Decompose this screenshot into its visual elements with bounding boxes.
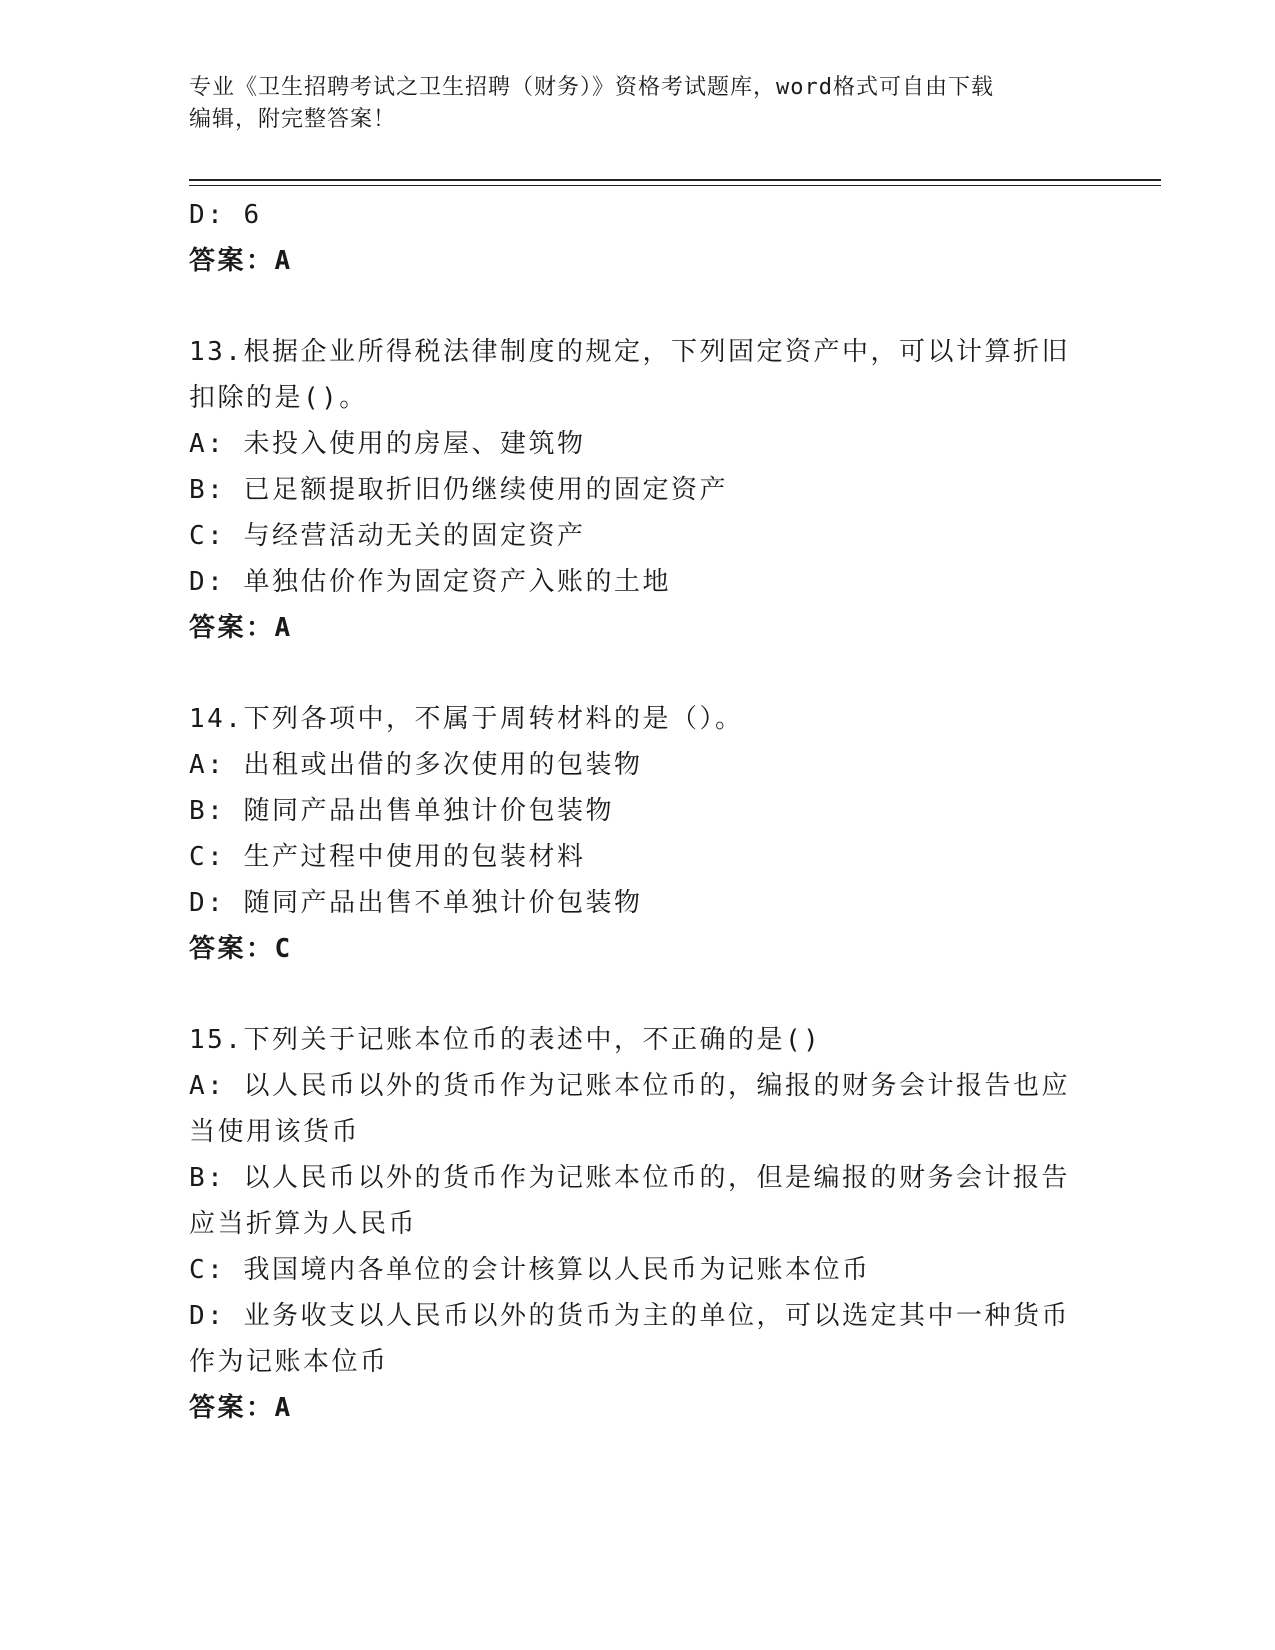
option-line: D: 单独估价作为固定资产入账的土地 [189,567,671,597]
document-header [189,72,1089,136]
option-line: B: 以人民币以外的货币作为记账本位币的，但是编报的财务会计报告 [189,1163,1070,1193]
header-line: 专业《卫生招聘考试之卫生招聘（财务）》资格考试题库，word格式可自由下载 [189,75,994,100]
answer-line: 答案：A [189,1393,293,1423]
option-line: C: 生产过程中使用的包装材料 [189,842,586,872]
option-line: D: 业务收支以人民币以外的货币为主的单位，可以选定其中一种货币 [189,1301,1070,1331]
option-line: C: 我国境内各单位的会计核算以人民币为记账本位币 [189,1255,871,1285]
option-line: 当使用该货币 [189,1117,361,1147]
header-line: 编辑，附完整答案！ [189,107,397,132]
option-line: 应当折算为人民币 [189,1209,418,1239]
header-divider [189,179,1161,181]
option-line: A: 未投入使用的房屋、建筑物 [189,429,586,459]
question-stem: 13.根据企业所得税法律制度的规定，下列固定资产中，可以计算折旧 [189,337,1070,367]
question-stem: 15.下列关于记账本位币的表述中，不正确的是() [189,1025,822,1055]
option-line: 作为记账本位币 [189,1347,389,1377]
option-line: A: 出租或出借的多次使用的包装物 [189,750,643,780]
option-line: D: 6 [189,200,262,230]
answer-line: 答案：A [189,246,293,276]
question-stem: 14.下列各项中，不属于周转材料的是（）。 [189,704,744,734]
header-divider [189,185,1161,186]
question-stem: 扣除的是()。 [189,383,368,413]
question-block [189,696,1089,972]
option-line: A: 以人民币以外的货币作为记账本位币的，编报的财务会计报告也应 [189,1071,1070,1101]
question-block [189,1017,1089,1431]
question-block [189,329,1089,651]
option-line: D: 随同产品出售不单独计价包装物 [189,888,643,918]
option-line: B: 随同产品出售单独计价包装物 [189,796,614,826]
option-line: B: 已足额提取折旧仍继续使用的固定资产 [189,475,728,505]
answer-line: 答案：C [189,934,293,964]
option-line: C: 与经营活动无关的固定资产 [189,521,586,551]
answer-line: 答案：A [189,613,293,643]
document-body [189,192,1089,1431]
